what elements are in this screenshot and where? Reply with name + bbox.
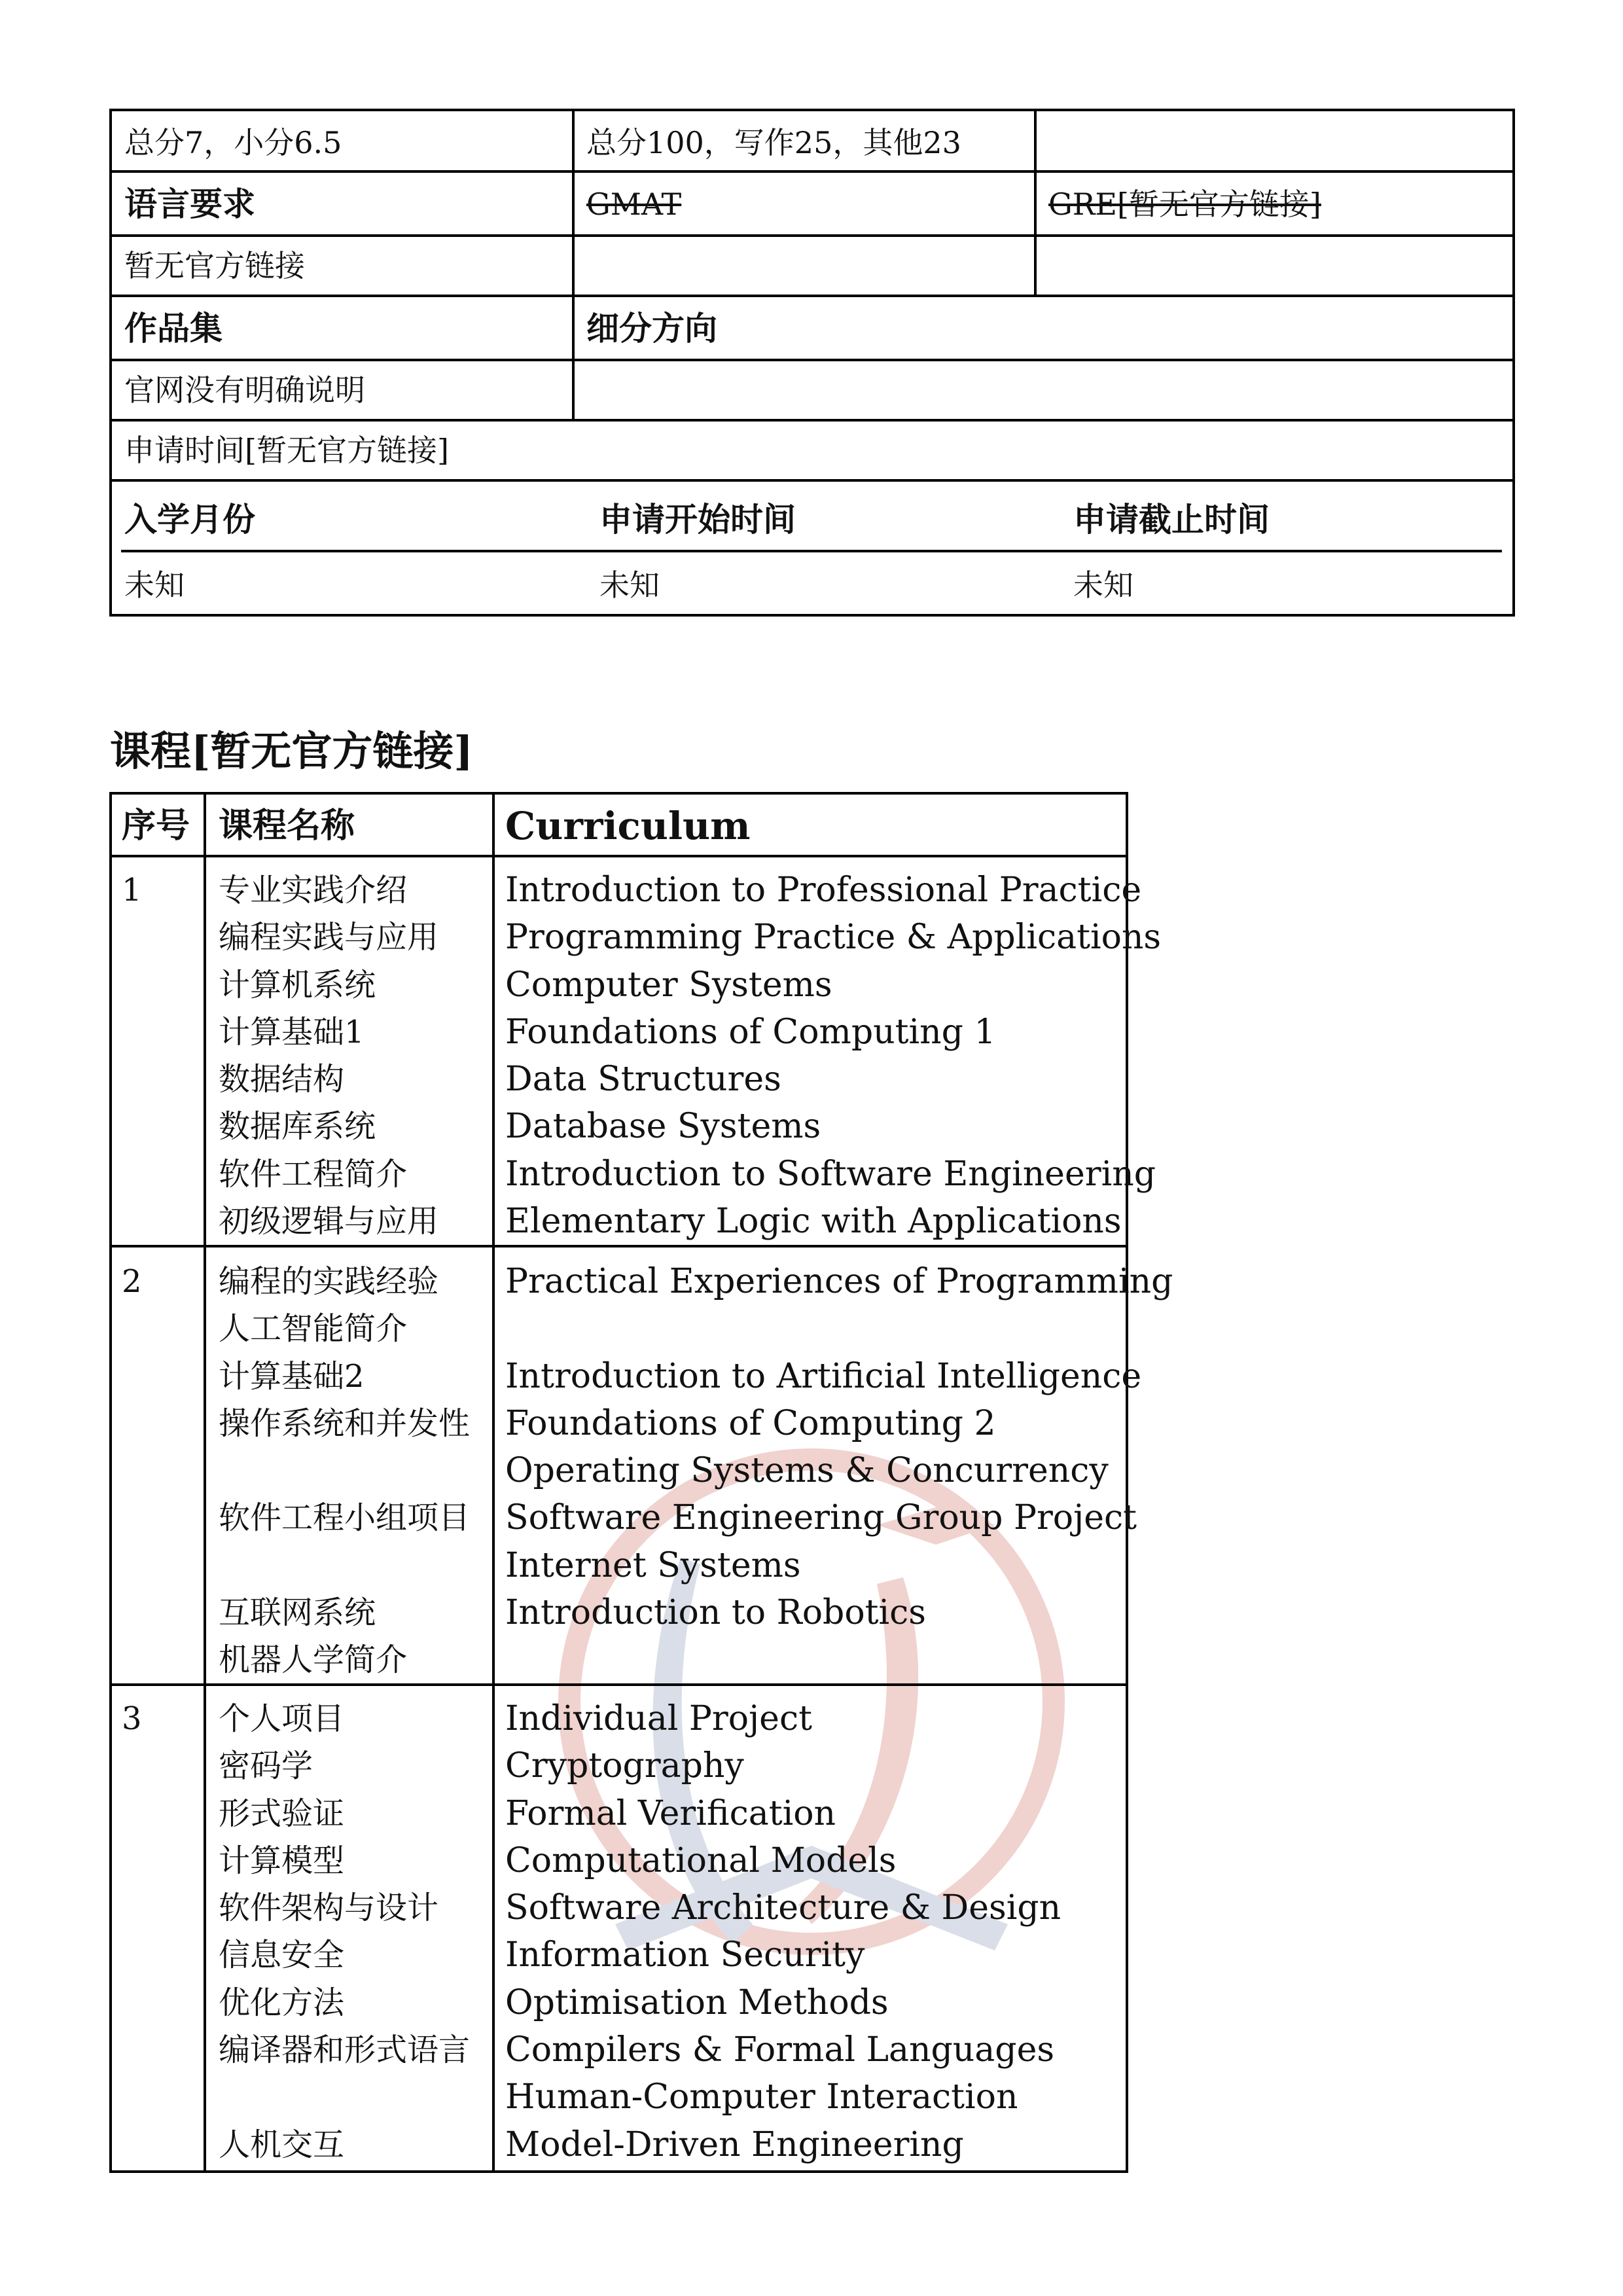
course-names-en: Introduction to Professional Practice Programming Practice & Applications Computer Systems Foundations of Computing 1 Data Structures Database Systems Introduction to Software Engineering Elementary Logic with Applications [505, 870, 1162, 1242]
toefl-score: 总分100，写作25，其他23 [586, 125, 961, 160]
application-open-value: 未知 [599, 567, 660, 603]
gmat-label: GMAT [586, 187, 682, 222]
course-names-en: Practical Experiences of Programming Introduction to Artificial Intelligence Foundations of Computing 2 Operating Systems & Concurrency Software Engineering Group Project Internet Systems Introduction to Robotics [505, 1262, 1173, 1633]
intake-month-value: 未知 [124, 567, 185, 603]
gre-label: GRE[暂无官方链接] [1048, 187, 1321, 222]
language-requirement-value: 暂无官方链接 [124, 248, 305, 283]
course-names-en: Individual Project Cryptography Formal Verification Computational Models Software Architecture & Design Information Security Optimisation Methods Compilers & Formal Languages Human-Computer Interaction Model-Driven Engineering [505, 1699, 1061, 2164]
header-curriculum: Curriculum [505, 804, 751, 848]
row-number: 3 [122, 1700, 142, 1737]
row-number: 2 [122, 1263, 142, 1300]
intake-month-label: 入学月份 [124, 500, 255, 539]
header-number: 序号 [122, 806, 190, 846]
curriculum-title: 课程[暂无官方链接] [110, 727, 473, 775]
portfolio-label: 作品集 [124, 309, 223, 348]
course-names-cn: 个人项目 密码学 形式验证 计算模型 软件架构与设计 信息安全 优化方法 编译器和形式语言 人机交互 [219, 1700, 471, 2163]
application-deadline-value: 未知 [1073, 567, 1133, 603]
course-names-cn: 专业实践介绍 编程实践与应用 计算机系统 计算基础1 数据结构 数据库系统 软件工程简介 初级逻辑与应用 [219, 872, 439, 1240]
portfolio-value: 官网没有明确说明 [124, 372, 365, 408]
direction-label: 细分方向 [586, 309, 717, 348]
application-open-label: 申请开始时间 [599, 500, 796, 539]
ielts-score: 总分7，小分6.5 [124, 125, 342, 160]
header-course-name: 课程名称 [219, 806, 355, 846]
application-deadline-label: 申请截止时间 [1073, 500, 1270, 539]
row-number: 1 [122, 872, 142, 908]
language-requirement-label: 语言要求 [124, 185, 255, 223]
course-names-cn: 编程的实践经验 人工智能简介 计算基础2 操作系统和并发性 软件工程小组项目 互联网系统 机器人学简介 [219, 1263, 471, 1679]
application-time-label: 申请时间[暂无官方链接] [124, 433, 449, 468]
